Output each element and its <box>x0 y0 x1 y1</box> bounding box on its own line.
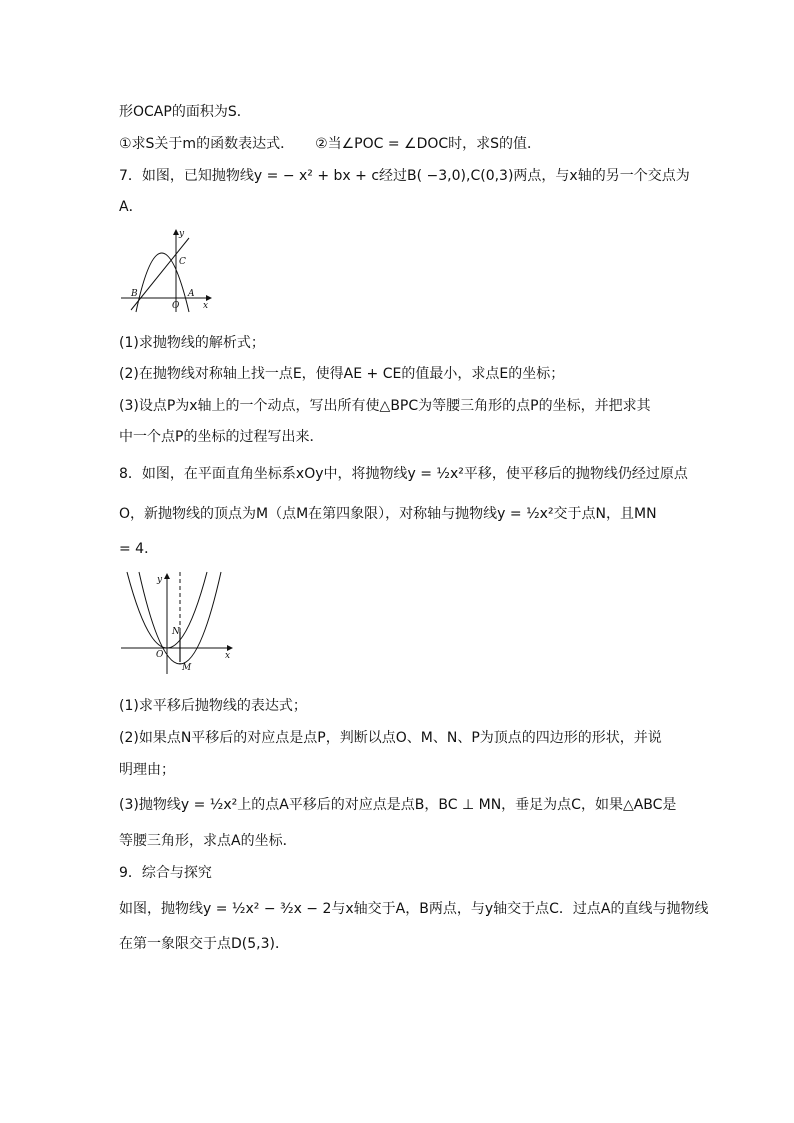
label-x: x <box>203 301 209 311</box>
text-line: 等腰三角形，求点A的坐标． <box>119 833 297 849</box>
problem-8-stem: 8．如图，在平面直角坐标系xOy中，将抛物线y = ½x²平移，使平移后的抛物线仍经过原点 <box>119 466 688 482</box>
figure-problem-7 <box>119 226 214 314</box>
subquestion-1: (1)求平移后抛物线的表达式； <box>119 698 307 714</box>
problem-9-title: 9．综合与探究 <box>119 865 212 881</box>
label-c: C <box>179 257 186 267</box>
subquestion-1: (1)求抛物线的解析式； <box>119 335 265 351</box>
problem-9-stem: 如图，抛物线y = ½x² − ³⁄₂x − 2与x轴交于A，B两点，与y轴交于点C．过点A的直线与抛物线 <box>119 901 709 917</box>
subquestion-2: (2)在抛物线对称轴上找一点E，使得AE + CE的值最小，求点E的坐标； <box>119 366 565 382</box>
text-line: ①求S关于m的函数表达式． ②当∠POC = ∠DOC时，求S的值． <box>119 136 542 152</box>
text-line: O，新抛物线的顶点为M（点M在第四象限），对称轴与抛物线y = ½x²交于点N，且MN <box>119 506 657 522</box>
subquestion-3: (3)设点P为x轴上的一个动点，写出所有使△BPC为等腰三角形的点P的坐标，并把求其 <box>119 398 651 414</box>
label-a: A <box>188 289 195 299</box>
label-o: O <box>172 301 180 311</box>
text-line: 在第一象限交于点D(5,3)． <box>119 936 289 952</box>
label-o: O <box>156 650 164 660</box>
text-line: 明理由； <box>119 762 175 778</box>
text-line: A． <box>119 199 143 215</box>
text-line: 形OCAP的面积为S． <box>119 104 251 120</box>
text-line: = 4． <box>119 541 159 557</box>
line-bc <box>131 238 189 310</box>
subquestion-2: (2)如果点N平移后的对应点是点P，判断以点O、M、N、P为顶点的四边形的形状，并说 <box>119 730 662 746</box>
label-y: y <box>157 575 163 585</box>
label-m: M <box>182 663 192 673</box>
problem-7-stem: 7．如图，已知抛物线y = − x² + bx + c经过B( −3,0),C(0,3)两点，与x轴的另一个交点为 <box>119 168 690 184</box>
label-n: N <box>172 627 180 637</box>
subquestion-3: (3)抛物线y = ½x²上的点A平移后的对应点是点B，BC ⊥ MN，垂足为点C，如果△ABC是 <box>119 797 677 813</box>
label-y: y <box>179 229 185 239</box>
text-line: 中一个点P的坐标的过程写出来． <box>119 429 324 445</box>
figure-problem-8 <box>119 568 234 676</box>
label-x: x <box>225 651 231 661</box>
label-b: B <box>131 289 138 299</box>
